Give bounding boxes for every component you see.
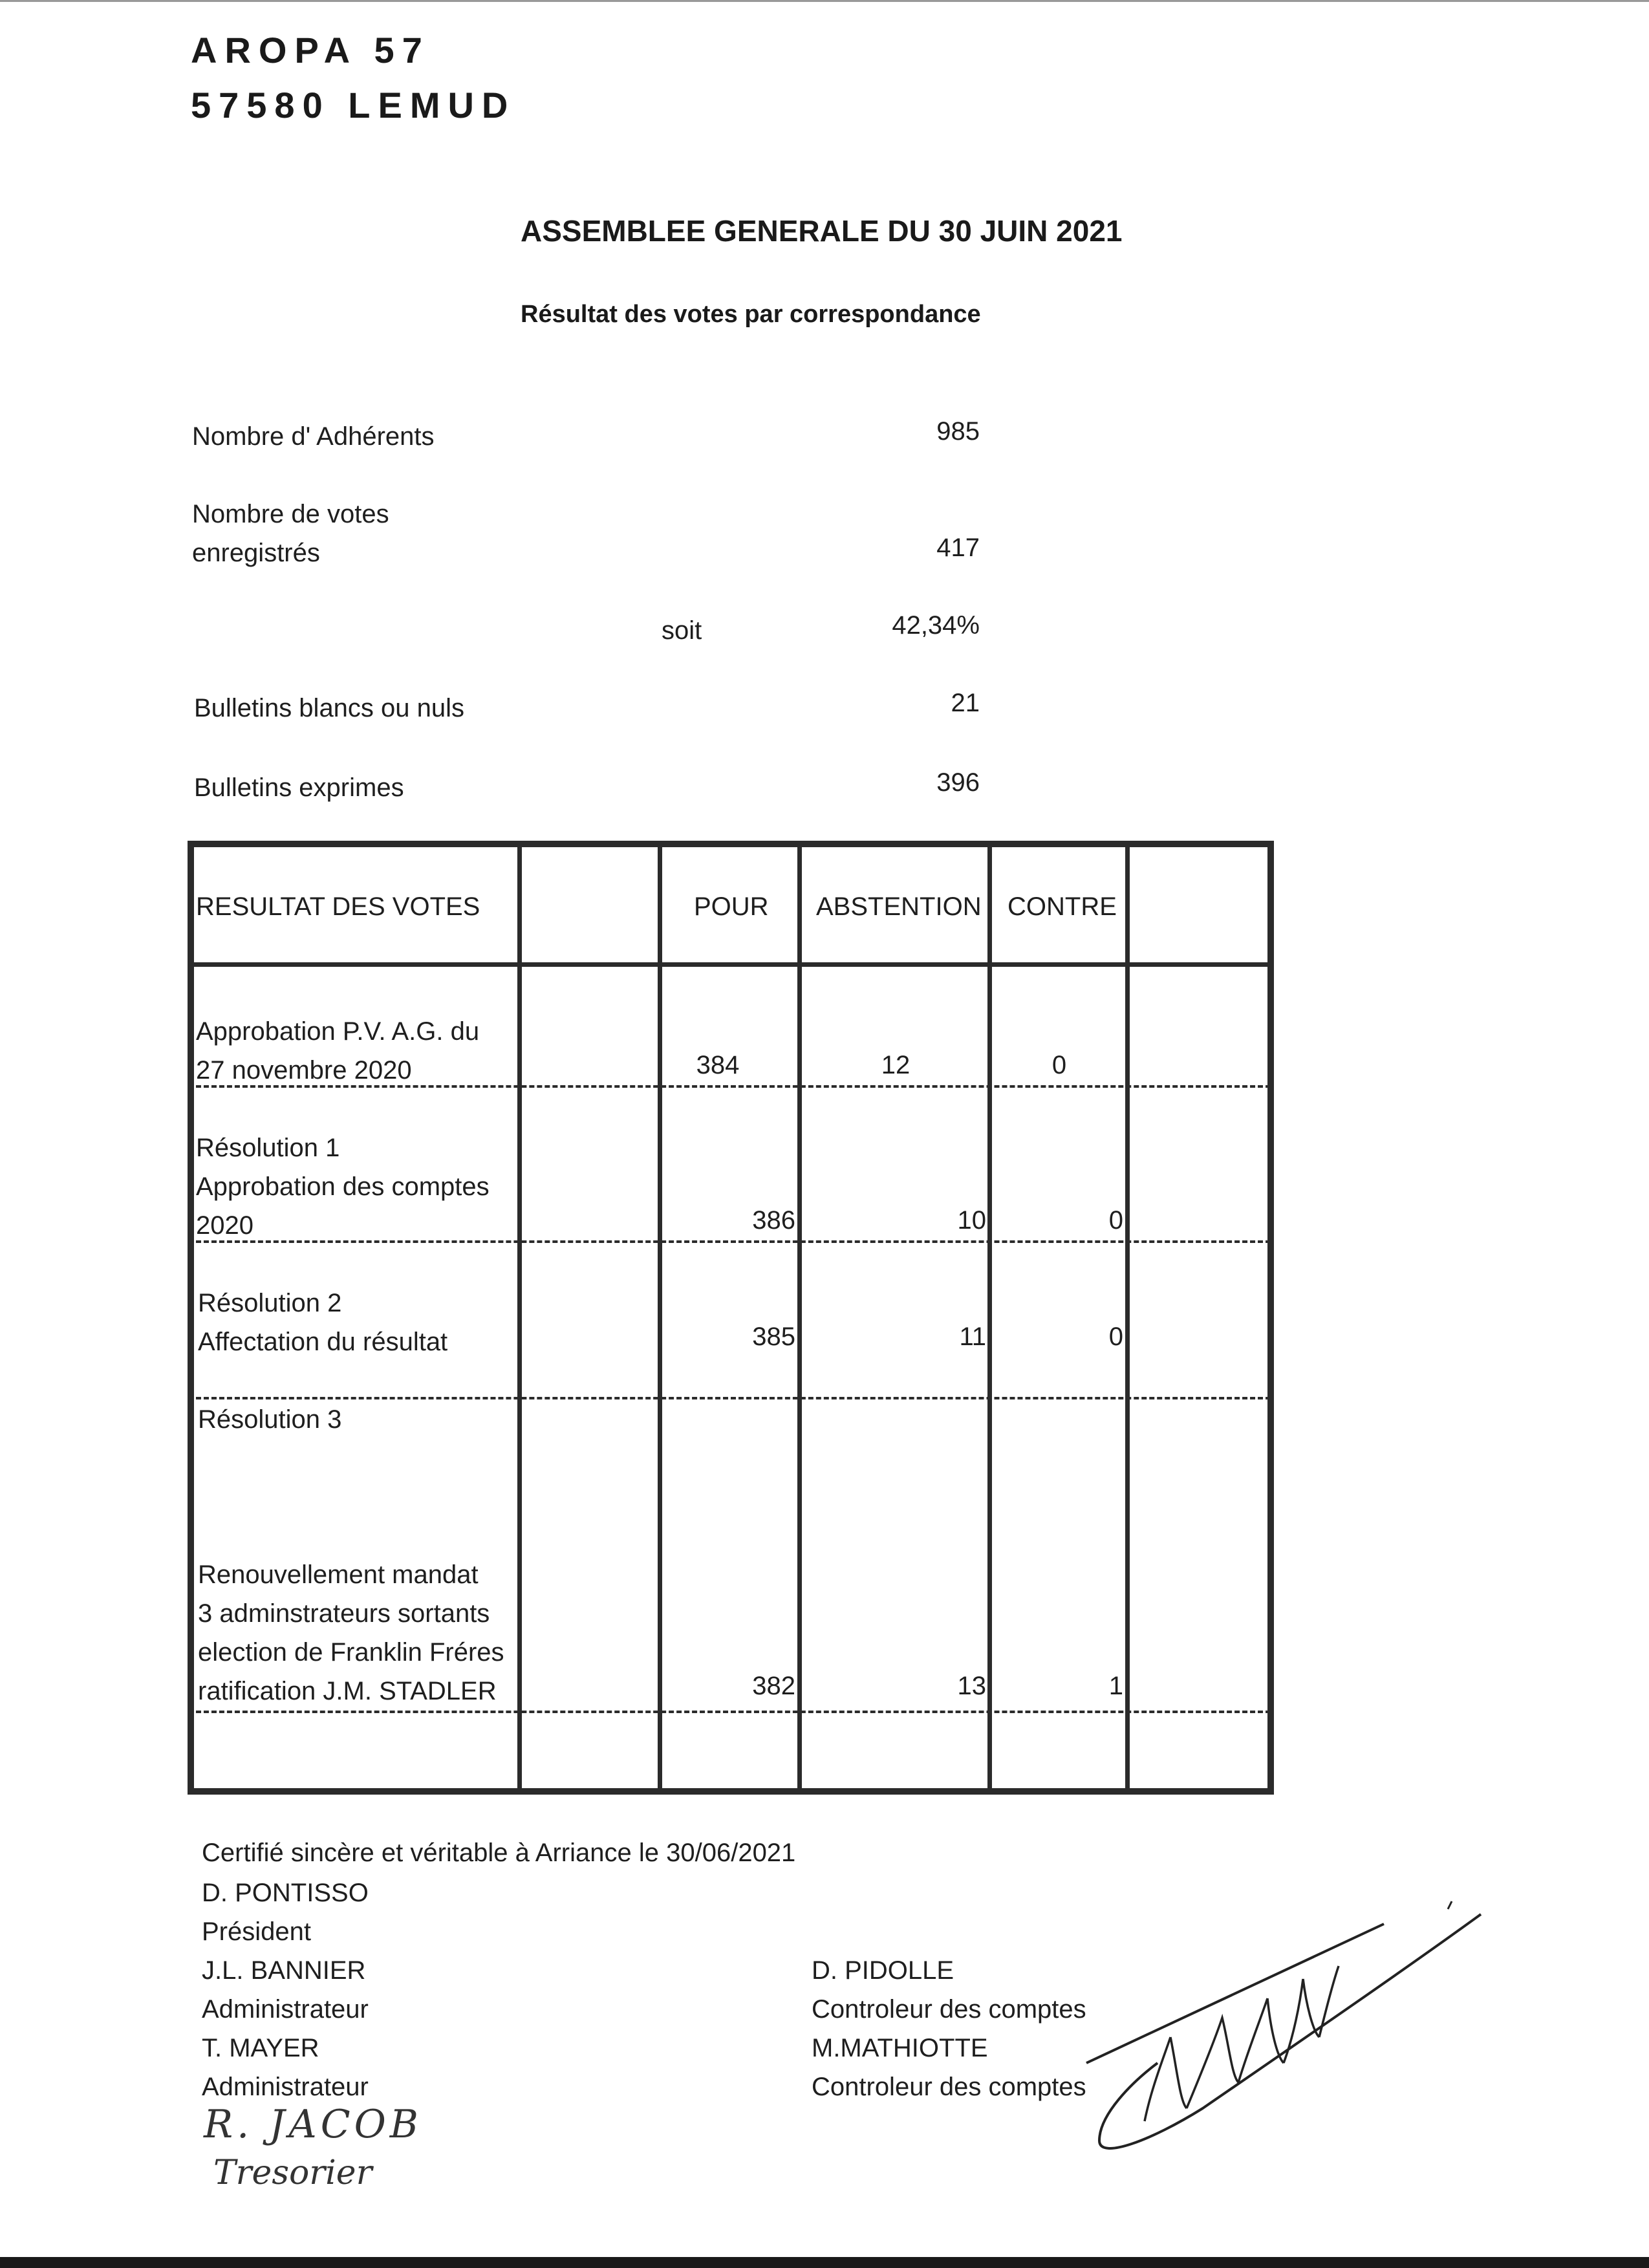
votes-value: 417 — [936, 534, 980, 562]
header-contre: CONTRE — [1008, 892, 1117, 921]
signatory-role: Administrateur — [202, 1995, 369, 2024]
signatory-role: Président — [202, 1917, 311, 1946]
adherents-value: 985 — [936, 417, 980, 446]
signatory-name: J.L. BANNIER — [202, 1956, 366, 1985]
row-label: Approbation P.V. A.G. du — [196, 1017, 480, 1046]
org-name: AROPA 57 — [191, 30, 430, 70]
value-contre: 0 — [1108, 1206, 1123, 1235]
header-pour: POUR — [694, 892, 769, 921]
document-title: ASSEMBLEE GENERALE DU 30 JUIN 2021 — [521, 214, 1123, 248]
value-contre: 1 — [1108, 1672, 1123, 1700]
soit-value: 42,34% — [892, 611, 980, 640]
table-col-divider — [1125, 841, 1130, 1795]
exprimes-value: 396 — [936, 768, 980, 797]
value-abstention: 10 — [957, 1206, 986, 1235]
blancs-value: 21 — [951, 689, 980, 717]
value-pour: 382 — [752, 1672, 795, 1700]
handwritten-role: Tresorier — [213, 2154, 372, 2192]
header-resultat: RESULTAT DES VOTES — [196, 892, 480, 921]
table-col-divider — [987, 841, 992, 1795]
table-header-divider — [188, 962, 1274, 967]
row-label: election de Franklin Fréres — [198, 1638, 504, 1667]
header-abstention: ABSTENTION — [816, 892, 982, 921]
row-label: Résolution 3 — [198, 1405, 342, 1434]
value-contre: 0 — [1108, 1323, 1123, 1351]
value-pour: 384 — [696, 1051, 740, 1079]
signature-scribble — [1073, 1875, 1500, 2179]
document-subtitle: Résultat des votes par correspondance — [521, 301, 981, 328]
table-col-divider — [517, 841, 522, 1795]
scan-bottom-edge — [0, 2257, 1649, 2268]
value-abstention: 12 — [881, 1051, 911, 1079]
row-label: Affectation du résultat — [198, 1328, 448, 1356]
row-separator — [196, 1711, 1271, 1713]
value-pour: 385 — [752, 1323, 795, 1351]
soit-label: soit — [662, 616, 702, 645]
row-label: 2020 — [196, 1211, 253, 1240]
adherents-label: Nombre d' Adhérents — [192, 422, 435, 451]
value-abstention: 13 — [957, 1672, 986, 1700]
row-label: Résolution 1 — [196, 1134, 340, 1162]
org-address: 57580 LEMUD — [191, 85, 516, 125]
signatory-name: T. MAYER — [202, 2034, 319, 2062]
signatory-role: Controleur des comptes — [812, 2073, 1086, 2101]
certification-text: Certifié sincère et véritable à Arriance le 30/06/2021 — [202, 1839, 796, 1867]
row-label: 27 novembre 2020 — [196, 1056, 412, 1085]
scan-top-edge — [0, 0, 1649, 2]
row-label: Approbation des comptes — [196, 1172, 490, 1201]
exprimes-label: Bulletins exprimes — [194, 773, 404, 802]
value-pour: 386 — [752, 1206, 795, 1235]
row-separator — [196, 1397, 1271, 1399]
value-abstention: 11 — [959, 1323, 986, 1351]
blancs-label: Bulletins blancs ou nuls — [194, 694, 465, 722]
row-label: 3 adminstrateurs sortants — [198, 1599, 490, 1628]
table-col-divider — [658, 841, 662, 1795]
value-contre: 0 — [1051, 1051, 1067, 1079]
votes-label-line1: Nombre de votes — [192, 500, 389, 528]
signatory-role: Controleur des comptes — [812, 1995, 1086, 2024]
row-separator — [196, 1085, 1271, 1088]
signatory-name: D. PONTISSO — [202, 1879, 369, 1907]
votes-label-line2: enregistrés — [192, 539, 320, 567]
signatory-role: Administrateur — [202, 2073, 369, 2101]
handwritten-name: R. JACOB — [204, 2102, 422, 2147]
row-label: Renouvellement mandat — [198, 1561, 479, 1589]
row-label: ratification J.M. STADLER — [198, 1677, 497, 1705]
row-separator — [196, 1240, 1271, 1243]
signatory-name: M.MATHIOTTE — [812, 2034, 988, 2062]
row-label: Résolution 2 — [198, 1289, 342, 1317]
table-col-divider — [797, 841, 802, 1795]
signatory-name: D. PIDOLLE — [812, 1956, 954, 1985]
